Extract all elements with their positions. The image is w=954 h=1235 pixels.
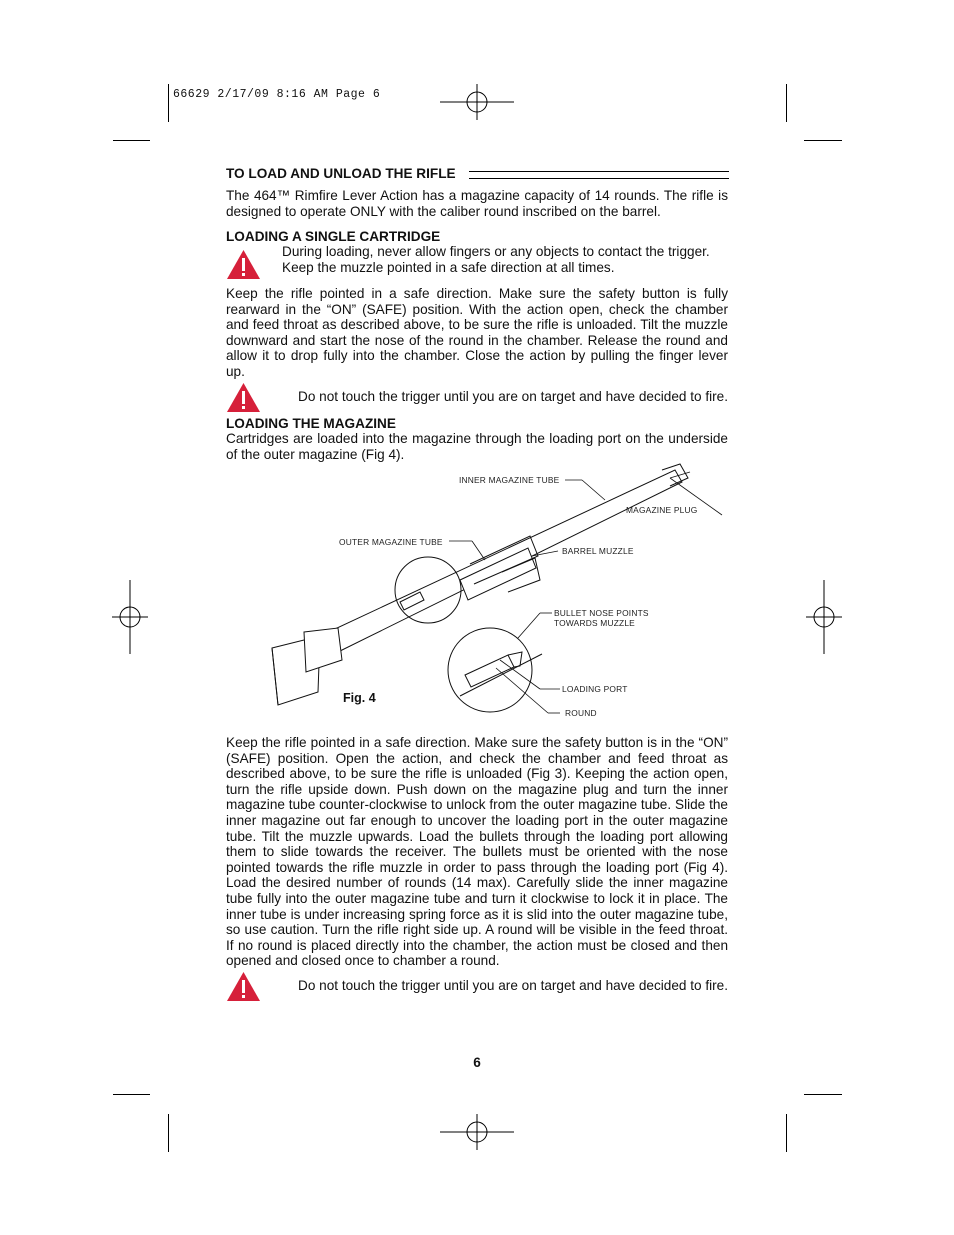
- warning-icon: [226, 382, 261, 413]
- warning-trigger-2: [226, 970, 728, 1004]
- magazine-body: Keep the rifle pointed in a safe direction. Make sure the safety button is in the “ON” (SAFE) position. Open the action, and check the chamber and feed throat as described above, to be sure the rifle is unloaded (Fig 3). Keeping the action open, turn the rifle upside down. Push down on the magazine plug and turn the inner magazine tube counter-clockwise to unlock from the outer magazine tube. Slide the inner magazine out far enough to uncover the loading port in the outer magazine tube. Tilt the muzzle upwards. Load the bullets through the loading port allowing them to slide towards the receiver. The bullets must be oriented with the nose pointed towards the rifle muzzle in order to pass through the loading port (Fig 4). Load the desired number of rounds (14 max). Carefully slide the inner magazine tube fully into the outer magazine tube and turn it clockwise to lock it in place. The inner tube is under increasing spring force as it is slid into the outer magazine tube, so use caution. Turn the rifle right side up. A round will be visible in the feed throat. If no round is placed directly into the chamber, the action must be closed and then opened and closed once to chamber a round.: [226, 735, 728, 969]
- label-round: ROUND: [565, 708, 597, 718]
- label-barrel-muzzle: BARREL MUZZLE: [562, 546, 634, 556]
- printer-slug: 66629 2/17/09 8:16 AM Page 6: [173, 88, 381, 101]
- warning-single-cartridge: [226, 244, 728, 278]
- warning-text: Do not touch the trigger until you are on target and have decided to fire.: [298, 389, 728, 404]
- figure-caption: Fig. 4: [343, 691, 376, 705]
- heading-loading-magazine: LOADING THE MAGAZINE: [226, 416, 396, 431]
- section-title: TO LOAD AND UNLOAD THE RIFLE: [226, 166, 456, 181]
- title-rule: [469, 171, 729, 179]
- magazine-intro: Cartridges are loaded into the magazine through the loading port on the underside of the outer magazine (Fig 4).: [226, 431, 728, 462]
- warning-text: Do not touch the trigger until you are on target and have decided to fire.: [298, 978, 728, 993]
- single-cartridge-body: Keep the rifle pointed in a safe direction. Make sure the safety button is fully rearward in the “ON” (SAFE) position. With the action open, check the chamber and feed throat as described above, to be sure the rifle is unloaded. Tilt the muzzle downward and start the nose of the round in the chamber. Release the round and allow it to drop fully into the chamber. Close the action by pulling the finger lever up.: [226, 286, 728, 379]
- page-number: 6: [473, 1055, 481, 1070]
- warning-trigger-1: [226, 381, 728, 415]
- intro-paragraph: The 464™ Rimfire Lever Action has a magazine capacity of 14 rounds. The rifle is designed to operate ONLY with the caliber round inscribed on the barrel.: [226, 188, 728, 219]
- label-bullet-nose-2: TOWARDS MUZZLE: [554, 618, 635, 628]
- label-outer-magazine-tube: OUTER MAGAZINE TUBE: [339, 537, 443, 547]
- warning-icon: [226, 971, 261, 1002]
- label-magazine-plug: MAGAZINE PLUG: [626, 505, 698, 515]
- warning-text: During loading, never allow fingers or any objects to contact the trigger. Keep the muzzle pointed in a safe direction at all times.: [282, 244, 710, 275]
- figure-4: [260, 460, 740, 720]
- label-bullet-nose-1: BULLET NOSE POINTS: [554, 608, 649, 618]
- label-loading-port: LOADING PORT: [562, 684, 628, 694]
- label-inner-magazine-tube: INNER MAGAZINE TUBE: [459, 475, 560, 485]
- heading-single-cartridge: LOADING A SINGLE CARTRIDGE: [226, 229, 441, 244]
- warning-icon: [226, 249, 261, 280]
